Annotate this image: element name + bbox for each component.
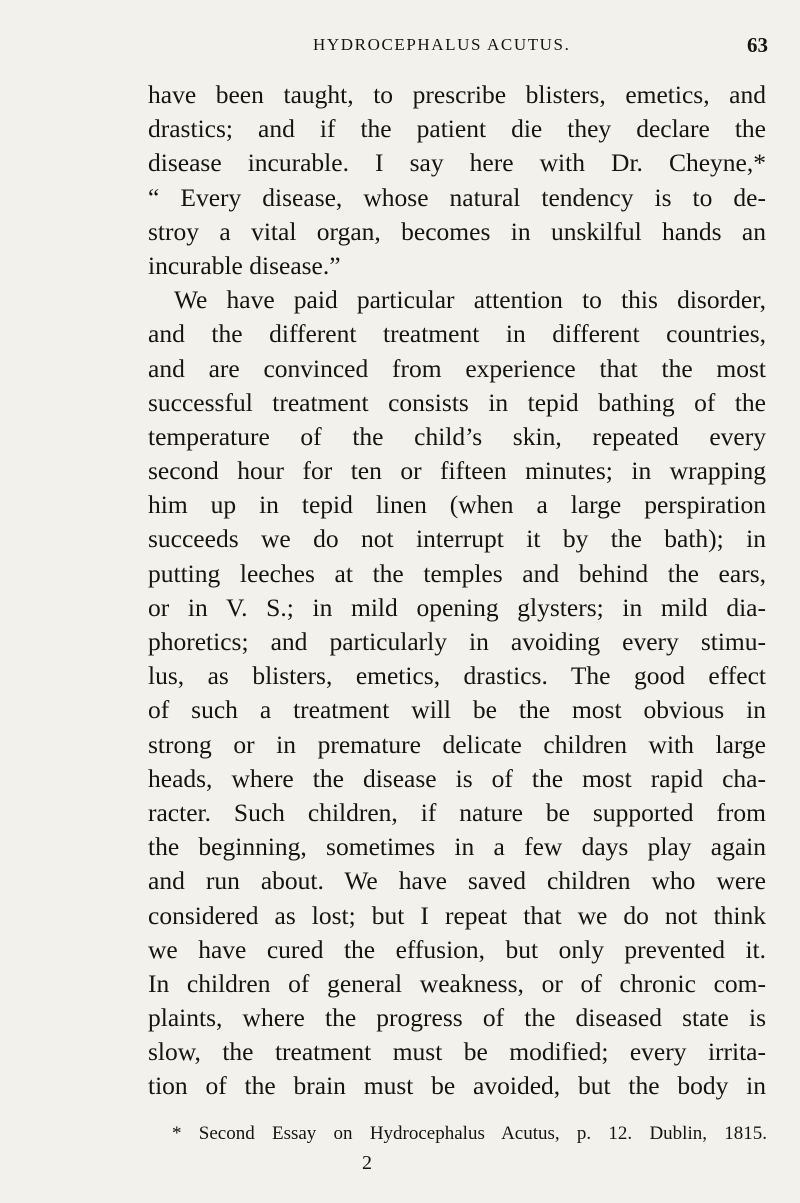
body-line: drastics; and if the patient die they declare the	[148, 114, 766, 144]
signature-mark: 2	[362, 1152, 372, 1174]
body-line: successful treatment consists in tepid bathing of the	[148, 387, 766, 417]
page-number: 63	[747, 33, 768, 57]
body-line: tion of the brain must be avoided, but the body in	[148, 1071, 766, 1101]
running-head	[148, 30, 768, 60]
body-line: and the different treatment in different countries,	[148, 319, 766, 349]
body-line: succeeds we do not interrupt it by the bath); in	[148, 524, 766, 554]
body-line: considered as lost; but I repeat that we do not think	[148, 900, 766, 930]
body-line: phoretics; and particularly in avoiding every stimu-	[148, 627, 766, 656]
body-line: slow, the treatment must be modified; every irrita-	[148, 1037, 766, 1067]
body-line: or in V. S.; in mild opening glysters; in mild dia-	[148, 592, 766, 622]
body-line: incurable disease.”	[148, 250, 341, 280]
body-line: In children of general weakness, or of chronic com-	[148, 968, 766, 998]
body-line: strong or in premature delicate children with large	[148, 729, 766, 759]
body-line: of such a treatment will be the most obvious in	[148, 695, 766, 725]
body-line: heads, where the disease is of the most rapid cha-	[148, 763, 766, 793]
body-line: racter. Such children, if nature be supported from	[148, 797, 766, 827]
body-line: the beginning, sometimes in a few days play again	[148, 832, 766, 862]
body-line: we have cured the effusion, but only prevented it.	[148, 934, 766, 964]
body-line: lus, as blisters, emetics, drastics. The good effect	[148, 661, 766, 691]
body-line: have been taught, to prescribe blisters, emetics, and	[148, 80, 766, 109]
body-line: putting leeches at the temples and behind the ears,	[148, 558, 766, 588]
body-line: and run about. We have saved children who were	[148, 866, 766, 896]
footnote: * Second Essay on Hydrocephalus Acutus, p. 12. Dublin, 1815.	[172, 1123, 767, 1144]
body-line: “ Every disease, whose natural tendency is to de-	[148, 182, 766, 212]
body-line: and are convinced from experience that the most	[148, 353, 766, 383]
body-line: plaints, where the progress of the diseased state is	[148, 1003, 766, 1033]
body-line: stroy a vital organ, becomes in unskilful hands an	[148, 216, 766, 246]
body-line: temperature of the child’s skin, repeated every	[148, 421, 766, 451]
body-line: second hour for ten or fifteen minutes; in wrapping	[148, 456, 766, 486]
body-text	[148, 78, 766, 1104]
body-line: him up in tepid linen (when a large perspiration	[148, 490, 766, 520]
body-line: disease incurable. I say here with Dr. Cheyne,*	[148, 148, 766, 178]
running-title: HYDROCEPHALUS ACUTUS.	[313, 35, 571, 54]
body-line: We have paid particular attention to this disorder,	[174, 285, 766, 315]
